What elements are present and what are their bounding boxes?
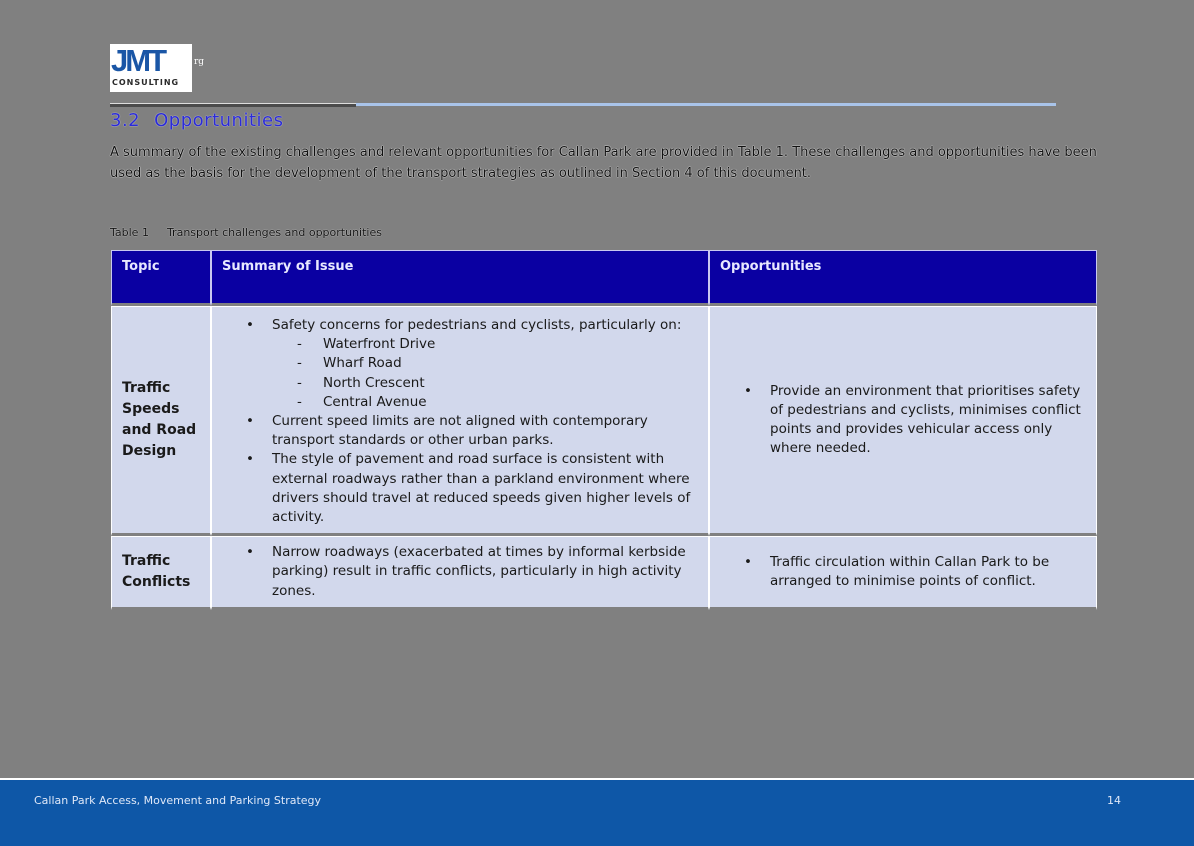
intro-paragraph: A summary of the existing challenges and relevant opportunities for Callan Park are provided in Table 1. These challenges and opportunities have been used as the basis for the development of the transport strategies as outlined in Section 4 of this document.: [110, 145, 1097, 181]
column-header-topic: Topic: [111, 250, 211, 306]
company-logo: [110, 44, 192, 92]
row-opportunities: [709, 536, 1097, 610]
page-footer: [0, 778, 1194, 846]
logo-superscript: rg: [194, 57, 205, 67]
opportunity-item: • Traffic circulation within Callan Park to be arranged to minimise points of conflict.: [770, 553, 1086, 591]
row-opportunities: [709, 306, 1097, 536]
header-rule-dark: [110, 103, 356, 107]
table-row: [111, 536, 1097, 610]
issue-item: [272, 316, 698, 412]
row-issues: [211, 536, 709, 610]
challenges-table: [111, 250, 1097, 610]
section-heading: [110, 110, 283, 131]
issue-item: • Narrow roadways (exacerbated at times by informal kerbside parking) result in traffic conflicts, particularly in high activity zones.: [272, 543, 698, 601]
sub-item: - Central Avenue: [323, 393, 698, 412]
footer-document-title: Callan Park Access, Movement and Parking Strategy: [34, 794, 322, 807]
caption-text: Transport challenges and opportunities: [166, 226, 382, 239]
section-number: 3.2: [110, 110, 141, 131]
section-title: Opportunities: [154, 110, 284, 131]
sub-item: - Waterfront Drive: [323, 335, 698, 354]
issue-text: Safety concerns for pedestrians and cyclists, particularly on:: [272, 317, 682, 333]
issue-item: • Current speed limits are not aligned with contemporary transport standards or other urban parks.: [272, 412, 698, 450]
logo-mark: JMT: [111, 43, 164, 78]
table-row: [111, 306, 1097, 536]
column-header-summary: Summary of Issue: [211, 250, 709, 306]
table-caption: [110, 226, 382, 239]
row-issues: [211, 306, 709, 536]
issue-item: • The style of pavement and road surface is consistent with external roadways rather than a parkland environment where drivers should travel at reduced speeds given higher levels of activity.: [272, 450, 698, 527]
row-topic: Traffic Speeds and Road Design: [111, 306, 211, 536]
row-topic: Traffic Conflicts: [111, 536, 211, 610]
page-number: 14: [1107, 794, 1121, 807]
logo-subtitle: CONSULTING: [112, 78, 180, 87]
column-header-opportunities: Opportunities: [709, 250, 1097, 306]
caption-label: Table 1: [110, 226, 149, 239]
sub-item: - Wharf Road: [323, 354, 698, 373]
sub-item: - North Crescent: [323, 374, 698, 393]
table-header-row: [111, 250, 1097, 306]
opportunity-item: • Provide an environment that prioritises safety of pedestrians and cyclists, minimises conflict points and provides vehicular access only where needed.: [770, 382, 1086, 459]
header-rule-light: [356, 103, 1056, 106]
